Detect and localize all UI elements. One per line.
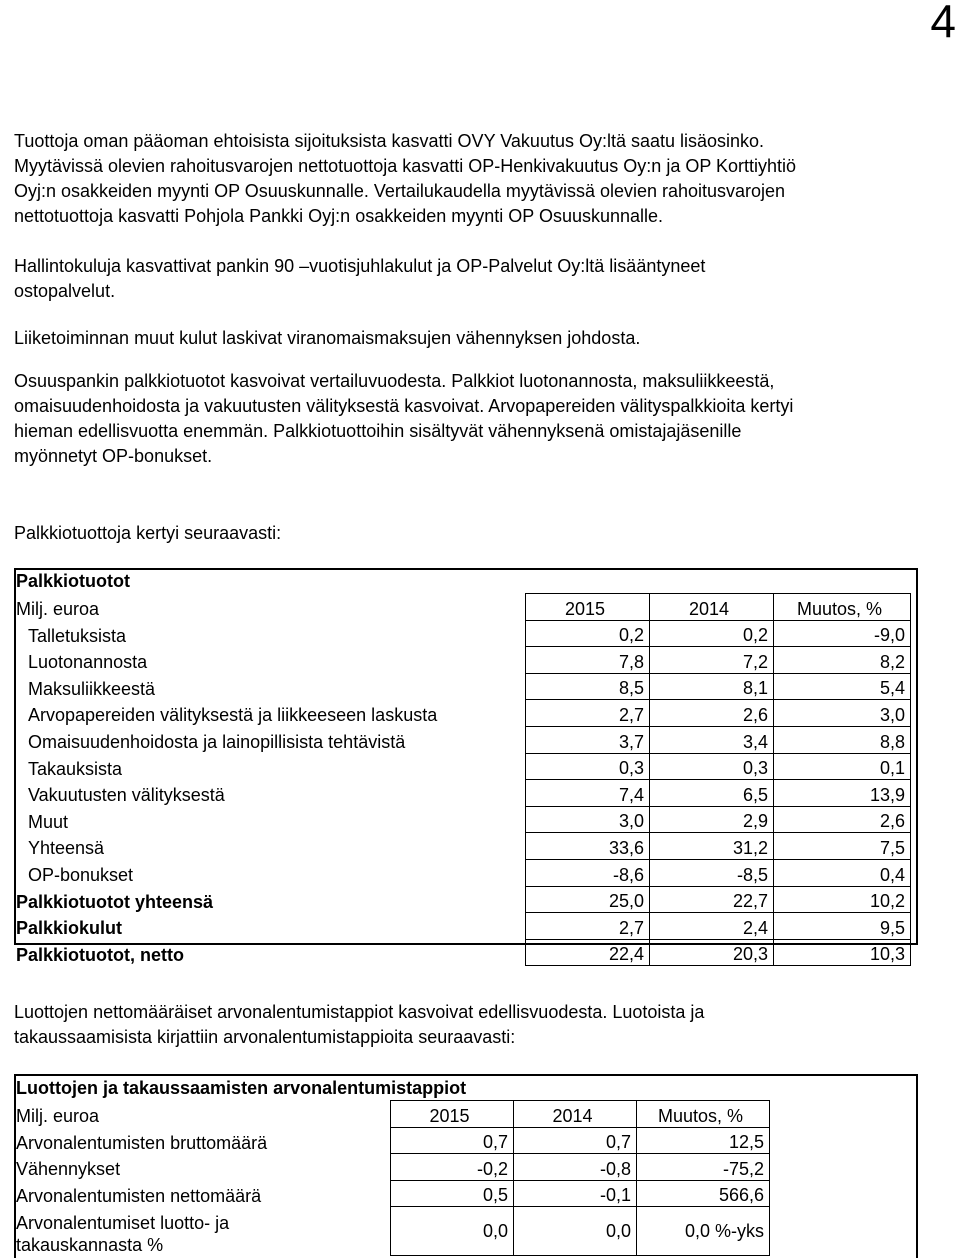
table-grid <box>16 593 911 966</box>
table-row <box>16 1127 770 1154</box>
row-label <box>16 1207 391 1256</box>
row-label: Arvopapereiden välityksestä ja liikkeeseen laskusta <box>28 705 438 726</box>
value-change: 10,3 <box>774 939 911 966</box>
value-2015: 3,0 <box>526 806 650 833</box>
arvonalentumistappiot-table <box>14 1074 918 1258</box>
value-2014: 0,2 <box>650 620 774 647</box>
value-2014: 8,1 <box>650 673 774 700</box>
row-label: Palkkiotuotot, netto <box>16 944 184 965</box>
value-2015: 2,7 <box>526 913 650 940</box>
table-row <box>16 1207 770 1256</box>
value-2014: 22,7 <box>650 886 774 913</box>
value-2015: 7,4 <box>526 780 650 807</box>
value-2015: 3,7 <box>526 726 650 753</box>
paragraph-tuottoja <box>14 129 796 229</box>
row-label: Palkkiokulut <box>16 918 123 939</box>
table-title: Palkkiotuotot <box>16 571 131 591</box>
paragraph-arvonalentumiset <box>14 1000 704 1050</box>
unit-label: Milj. euroa <box>16 1106 100 1127</box>
paragraph-kertyi <box>14 521 281 546</box>
page-number: 4 <box>930 0 956 47</box>
table-row <box>16 620 911 647</box>
table-grid <box>16 1100 770 1256</box>
row-label: Palkkiotuotot yhteensä <box>16 891 214 912</box>
value-2014: 7,2 <box>650 647 774 674</box>
row-label: Muut <box>28 811 69 832</box>
value-2015: 7,8 <box>526 647 650 674</box>
row-label-line: Arvonalentumiset luotto- ja <box>16 1212 230 1233</box>
value-2015: -8,6 <box>526 859 650 886</box>
value-2015: 0,3 <box>526 753 650 780</box>
value-2014: 3,4 <box>650 726 774 753</box>
paragraph-hallintokulut <box>14 254 705 304</box>
column-header: 2014 <box>514 1101 637 1128</box>
row-label: Talletuksista <box>28 625 127 646</box>
table-title: Luottojen ja takaussaamisten arvonalentumistappiot <box>16 1078 467 1098</box>
value-2015: -0,2 <box>391 1154 514 1181</box>
value-2014: 20,3 <box>650 939 774 966</box>
table-row <box>16 886 911 913</box>
row-label: Takauksista <box>28 758 123 779</box>
value-2015: 0,5 <box>391 1180 514 1207</box>
row-label-line: takauskannasta % <box>16 1234 164 1255</box>
row-label: Omaisuudenhoidosta ja lainopillisista tehtävistä <box>28 732 406 753</box>
column-header: 2015 <box>526 594 650 621</box>
value-2015: 0,0 <box>391 1207 514 1256</box>
text-line: Palkkiotuottoja kertyi seuraavasti: <box>14 523 282 543</box>
value-2015: 33,6 <box>526 833 650 860</box>
table-row <box>16 726 911 753</box>
text-line: Hallintokuluja kasvattivat pankin 90 –vuotisjuhlakulut ja OP-Palvelut Oy:ltä lisääntyneet <box>14 256 706 276</box>
table-header-row <box>16 1101 770 1128</box>
table-row <box>16 753 911 780</box>
value-change: 0,4 <box>774 859 911 886</box>
value-2014: 2,9 <box>650 806 774 833</box>
text-line: Oyj:n osakkeiden myynti OP Osuuskunnalle. Vertailukaudella myytävissä olevien rahoitusvarojen <box>14 181 786 201</box>
value-change: 2,6 <box>774 806 911 833</box>
row-label: Vakuutusten välityksestä <box>28 785 225 806</box>
value-2015: 22,4 <box>526 939 650 966</box>
value-2014: 0,7 <box>514 1127 637 1154</box>
column-header: Muutos, % <box>774 594 911 621</box>
value-2014: 0,0 <box>514 1207 637 1256</box>
column-header: 2014 <box>650 594 774 621</box>
value-change: 9,5 <box>774 913 911 940</box>
value-2015: 25,0 <box>526 886 650 913</box>
value-change: 0,1 <box>774 753 911 780</box>
value-2015: 8,5 <box>526 673 650 700</box>
paragraph-palkkiotuotot <box>14 369 793 469</box>
text-line: omaisuudenhoidosta ja vakuutusten välityksestä kasvoivat. Arvopapereiden välityspalkkioita kertyi <box>14 396 794 416</box>
value-change: -75,2 <box>637 1154 770 1181</box>
text-line: Osuuspankin palkkiotuotot kasvoivat vertailuvuodesta. Palkkiot luotonannosta, maksuliikkeestä, <box>14 371 775 391</box>
value-2014: -0,8 <box>514 1154 637 1181</box>
value-2014: 6,5 <box>650 780 774 807</box>
table-row <box>16 806 911 833</box>
table-row <box>16 673 911 700</box>
table-header-row <box>16 594 911 621</box>
row-label: OP-bonukset <box>28 865 134 886</box>
value-2014: -8,5 <box>650 859 774 886</box>
value-change: 5,4 <box>774 673 911 700</box>
value-2015: 0,2 <box>526 620 650 647</box>
row-label: Arvonalentumisten bruttomäärä <box>16 1132 268 1153</box>
value-2015: 0,7 <box>391 1127 514 1154</box>
table-row <box>16 833 911 860</box>
value-change: 7,5 <box>774 833 911 860</box>
column-header: Muutos, % <box>637 1101 770 1128</box>
text-line: nettotuottoja kasvatti Pohjola Pankki Oyj:n osakkeiden myynti OP Osuuskunnalle. <box>14 206 664 226</box>
value-change: 12,5 <box>637 1127 770 1154</box>
paragraph-muut-kulut <box>14 326 640 351</box>
value-2014: -0,1 <box>514 1180 637 1207</box>
value-2014: 31,2 <box>650 833 774 860</box>
unit-label: Milj. euroa <box>16 599 100 620</box>
value-2015: 2,7 <box>526 700 650 727</box>
text-line: Liiketoiminnan muut kulut laskivat viranomaismaksujen vähennyksen johdosta. <box>14 328 641 348</box>
text-line: Tuottoja oman pääoman ehtoisista sijoituksista kasvatti OVY Vakuutus Oy:ltä saatu lisäosinko. <box>14 131 765 151</box>
text-line: Luottojen nettomääräiset arvonalentumistappiot kasvoivat edellisvuodesta. Luotoista ja <box>14 1002 705 1022</box>
value-2014: 0,3 <box>650 753 774 780</box>
value-2014: 2,6 <box>650 700 774 727</box>
text-line: takaussaamisista kirjattiin arvonalentumistappioita seuraavasti: <box>14 1027 516 1047</box>
text-line: myönnetyt OP-bonukset. <box>14 446 213 466</box>
table-row <box>16 1180 770 1207</box>
value-change: 10,2 <box>774 886 911 913</box>
value-change: 8,8 <box>774 726 911 753</box>
row-label: Arvonalentumisten nettomäärä <box>16 1185 262 1206</box>
table-row <box>16 700 911 727</box>
column-header: 2015 <box>391 1101 514 1128</box>
table-row <box>16 939 911 966</box>
row-label: Vähennykset <box>16 1159 121 1180</box>
text-line: Myytävissä olevien rahoitusvarojen nettotuottoja kasvatti OP-Henkivakuutus Oy:n ja OP Korttiyhtiö <box>14 156 797 176</box>
text-line: hieman edellisvuotta enemmän. Palkkiotuottoihin sisältyvät vähennyksenä omistajajäsenille <box>14 421 742 441</box>
table-row <box>16 1154 770 1181</box>
value-change: 8,2 <box>774 647 911 674</box>
text-line: ostopalvelut. <box>14 281 116 301</box>
value-change: 0,0 %-yks <box>637 1207 770 1256</box>
value-change: 3,0 <box>774 700 911 727</box>
table-row <box>16 780 911 807</box>
table-row <box>16 859 911 886</box>
value-change: -9,0 <box>774 620 911 647</box>
row-label: Yhteensä <box>28 838 105 859</box>
row-label: Luotonannosta <box>28 652 148 673</box>
value-2014: 2,4 <box>650 913 774 940</box>
value-change: 566,6 <box>637 1180 770 1207</box>
row-label: Maksuliikkeestä <box>28 678 156 699</box>
table-row <box>16 913 911 940</box>
palkkiotuotot-table <box>14 568 918 965</box>
value-change: 13,9 <box>774 780 911 807</box>
table-row <box>16 647 911 674</box>
